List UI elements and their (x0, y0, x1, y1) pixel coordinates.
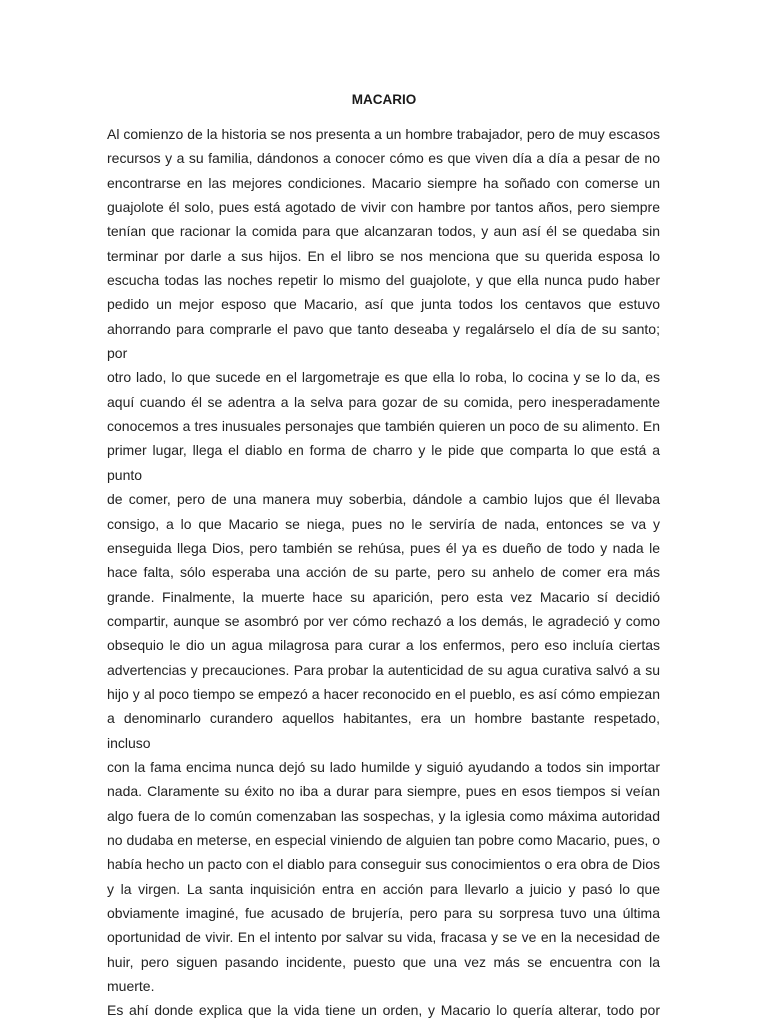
text-line: con la fama encima nunca dejó su lado humilde y siguió ayudando a todos sin importar (107, 758, 660, 775)
text-line: compartir, aunque se asombró por ver cómo rechazó a los demás, le agradeció y como (107, 612, 660, 629)
text-line: primer lugar, llega el diablo en forma de charro y le pide que comparta lo que está a punto (107, 442, 660, 483)
text-line: recursos y a su familia, dándonos a conocer cómo es que viven día a día a pesar de no (107, 150, 660, 167)
text-line: escucha todas las noches repetir lo mismo del guajolote, y que ella nunca pudo haber (107, 272, 660, 289)
text-line: enseguida llega Dios, pero también se rehúsa, pues él ya es dueño de todo y nada le (107, 539, 660, 556)
text-line: pedido un mejor esposo que Macario, así que junta todos los centavos que estuvo (107, 296, 660, 313)
text-line: de comer, pero de una manera muy soberbia, dándole a cambio lujos que él llevaba (107, 491, 660, 508)
text-line: conocemos a tres inusuales personajes que también quieren un poco de su alimento. En (107, 418, 660, 435)
text-line: tenían que racionar la comida para que alcanzaran todos, y aun así él se quedaba sin (107, 223, 660, 240)
text-line: había hecho un pacto con el diablo para conseguir sus conocimientos o era obra de Dios (107, 856, 660, 873)
text-line: obsequio le dio un agua milagrosa para curar a los enfermos, pero eso incluía ciertas (107, 637, 660, 654)
text-line: Es ahí donde explica que la vida tiene un orden, y Macario lo quería alterar, todo por (107, 1002, 660, 1019)
text-line: oportunidad de vivir. En el intento por salvar su vida, fracasa y se ve en la necesidad de (107, 929, 660, 946)
text-line: a denominarlo curandero aquellos habitantes, era un hombre bastante respetado, incluso (107, 710, 660, 751)
text-line: huir, pero siguen pasando incidente, puesto que una vez más se encuentra con la muerte. (107, 953, 660, 995)
text-line: hijo y al poco tiempo se empezó a hacer reconocido en el pueblo, es así cómo empiezan (107, 685, 660, 702)
document-body (107, 122, 660, 1023)
text-line: otro lado, lo que sucede en el largometraje es que ella lo roba, lo cocina y se lo da, es (107, 369, 660, 386)
text-line: algo fuera de lo común comenzaban las sospechas, y la iglesia como máxima autoridad (107, 807, 660, 824)
text-line: encontrarse en las mejores condiciones. Macario siempre ha soñado con comerse un (107, 174, 660, 191)
text-line: obviamente imaginé, fue acusado de brujería, pero para su sorpresa tuvo una última (107, 905, 660, 921)
text-line: guajolote él solo, pues está agotado de vivir con hambre por tantos años, pero siempre (107, 199, 660, 216)
text-line: advertencias y precauciones. Para probar la autenticidad de su agua curativa salvó a su (107, 661, 660, 678)
text-line: Al comienzo de la historia se nos presenta a un hombre trabajador, pero de muy escasos (107, 126, 660, 142)
text-line: aquí cuando él se adentra a la selva para gozar de su comida, pero inesperadamente (107, 393, 660, 410)
text-line: y la virgen. La santa inquisición entra en acción para llevarlo a juicio y pasó lo que (107, 880, 660, 897)
text-line: terminar por darle a sus hijos. En el libro se nos menciona que su querida esposa lo (107, 247, 660, 264)
document-title: MACARIO (351, 92, 417, 107)
text-line: no dudaba en meterse, en especial viniendo de alguien tan pobre como Macario, pues, o (107, 831, 660, 848)
text-line: ahorrando para comprarle el pavo que tanto deseaba y regalárselo el día de su santo; por (107, 320, 660, 362)
text-line: nada. Claramente su éxito no iba a durar para siempre, pues en esos tiempos si veían (107, 783, 660, 800)
text-line: hace falta, sólo esperaba una acción de su parte, pero su anhelo de comer era más (107, 564, 660, 581)
text-line: consigo, a lo que Macario se niega, pues no le serviría de nada, entonces se va y (107, 515, 660, 532)
text-line: grande. Finalmente, la muerte hace su aparición, pero esta vez Macario sí decidió (107, 588, 660, 605)
